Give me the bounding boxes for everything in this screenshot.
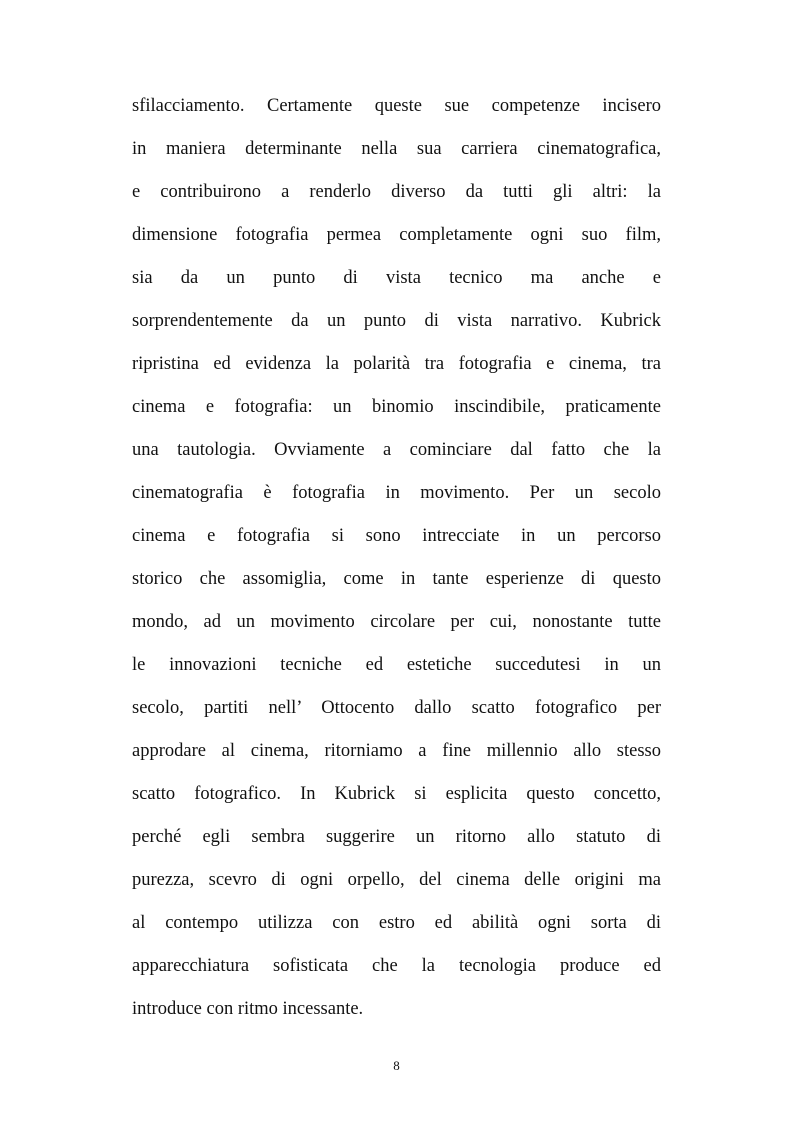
text-line: cinema e fotografia: un binomio inscindibile, praticamente <box>132 397 661 417</box>
text-line: cinematografia è fotografia in movimento. Per un secolo <box>132 483 661 503</box>
text-line: sorprendentemente da un punto di vista narrativo. Kubrick <box>132 311 661 331</box>
text-line: cinema e fotografia si sono intrecciate in un percorso <box>132 526 661 546</box>
page-number: 8 <box>393 1058 400 1073</box>
text-line: secolo, partiti nell’ Ottocento dallo scatto fotografico per <box>132 698 661 718</box>
text-line: e contribuirono a renderlo diverso da tutti gli altri: la <box>132 182 661 202</box>
text-line: le innovazioni tecniche ed estetiche succedutesi in un <box>132 655 661 675</box>
text-line: dimensione fotografia permea completamente ogni suo film, <box>132 225 661 245</box>
text-line: sia da un punto di vista tecnico ma anche e <box>132 268 661 288</box>
text-line: approdare al cinema, ritorniamo a fine millennio allo stesso <box>132 741 661 761</box>
text-line: una tautologia. Ovviamente a cominciare dal fatto che la <box>132 440 661 460</box>
body-text <box>132 88 661 1034</box>
text-line: purezza, scevro di ogni orpello, del cinema delle origini ma <box>132 870 661 890</box>
text-line: introduce con ritmo incessante. <box>132 999 364 1019</box>
text-line: al contempo utilizza con estro ed abilità ogni sorta di <box>132 913 661 933</box>
text-line: storico che assomiglia, come in tante esperienze di questo <box>132 569 661 589</box>
text-line: apparecchiatura sofisticata che la tecnologia produce ed <box>132 956 661 976</box>
text-line: in maniera determinante nella sua carriera cinematografica, <box>132 139 661 159</box>
text-line: mondo, ad un movimento circolare per cui, nonostante tutte <box>132 612 661 632</box>
text-line: perché egli sembra suggerire un ritorno allo statuto di <box>132 827 661 847</box>
text-line: ripristina ed evidenza la polarità tra fotografia e cinema, tra <box>132 354 661 374</box>
text-line: sfilacciamento. Certamente queste sue competenze incisero <box>132 96 661 116</box>
text-line: scatto fotografico. In Kubrick si esplicita questo concetto, <box>132 784 661 804</box>
